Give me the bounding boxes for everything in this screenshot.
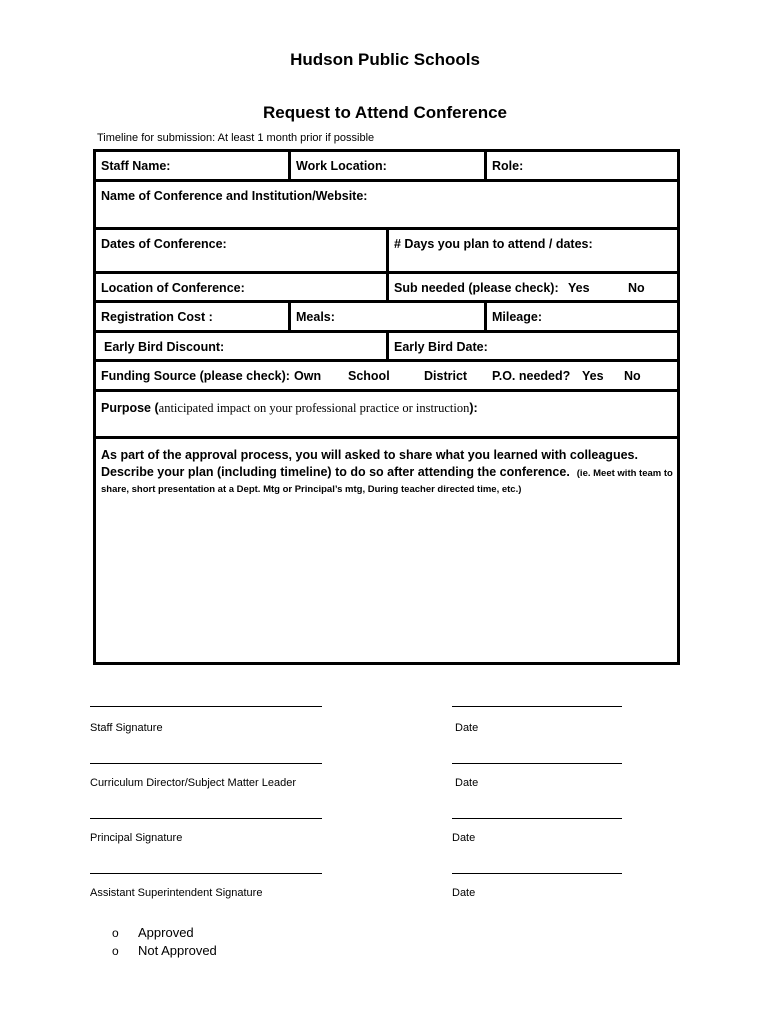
sharing-plan-line2-text: Describe your plan (including timeline) to do so after attending the conference. xyxy=(101,465,570,479)
role-label: Role: xyxy=(492,159,524,173)
staff-signature-label: Staff Signature xyxy=(90,722,163,734)
early-bird-date-field[interactable] xyxy=(389,333,677,359)
approved-bullet-icon[interactable]: o xyxy=(112,926,119,940)
po-no-option[interactable]: No xyxy=(624,369,641,383)
not-approved-bullet-icon[interactable]: o xyxy=(112,944,119,958)
meals-label: Meals: xyxy=(296,310,335,324)
funding-own-option[interactable]: Own xyxy=(294,369,322,383)
po-yes-option[interactable]: Yes xyxy=(582,369,604,383)
submission-timeline: Timeline for submission: At least 1 month prior if possible xyxy=(97,132,375,144)
work-location-label: Work Location: xyxy=(296,159,387,173)
purpose-label-close: ): xyxy=(469,401,478,415)
sharing-plan-line1: As part of the approval process, you will asked to share what you learned with colleagues. xyxy=(101,448,638,462)
registration-cost-label: Registration Cost : xyxy=(101,310,213,324)
staff-date-line[interactable] xyxy=(452,706,622,707)
superintendent-date-line[interactable] xyxy=(452,873,622,874)
request-form xyxy=(93,149,680,665)
sharing-plan-note-b: share, short presentation at a Dept. Mtg or Principal’s mtg, During teacher directed time, etc.) xyxy=(101,484,522,495)
funding-district-option[interactable]: District xyxy=(424,369,468,383)
principal-date-label: Date xyxy=(452,832,476,844)
meals-field[interactable] xyxy=(291,303,484,330)
days-attend-label: # Days you plan to attend / dates: xyxy=(394,237,593,251)
sub-needed-label: Sub needed (please check): xyxy=(394,281,559,295)
curriculum-signature-line[interactable] xyxy=(90,763,322,764)
conference-name-label: Name of Conference and Institution/Website: xyxy=(101,189,368,203)
form-title: Request to Attend Conference xyxy=(262,103,507,122)
mileage-label: Mileage: xyxy=(492,310,543,324)
funding-school-option[interactable]: School xyxy=(348,369,390,383)
role-field[interactable] xyxy=(487,152,677,179)
conference-dates-label: Dates of Conference: xyxy=(101,237,227,251)
funding-source-label: Funding Source (please check): xyxy=(101,369,290,383)
staff-date-label: Date xyxy=(455,722,479,734)
early-bird-discount-label: Early Bird Discount: xyxy=(104,340,225,354)
school-name: Hudson Public Schools xyxy=(290,50,480,69)
curriculum-date-line[interactable] xyxy=(452,763,622,764)
principal-signature-label: Principal Signature xyxy=(90,832,183,844)
principal-date-line[interactable] xyxy=(452,818,622,819)
days-attend-field[interactable] xyxy=(389,230,677,271)
purpose-label-text: Purpose ( xyxy=(101,401,159,415)
staff-name-label: Staff Name: xyxy=(101,159,171,173)
curriculum-date-label: Date xyxy=(455,777,479,789)
funding-source-cell xyxy=(96,362,677,389)
superintendent-signature-line[interactable] xyxy=(90,873,322,874)
sharing-plan-note-a: (ie. Meet with team to xyxy=(576,468,673,479)
conference-dates-field[interactable] xyxy=(96,230,386,271)
early-bird-discount-field[interactable] xyxy=(96,333,386,359)
po-needed-label: P.O. needed? xyxy=(492,369,571,383)
sub-needed-cell xyxy=(389,274,677,300)
purpose-note: anticipated impact on your professional practice or instruction xyxy=(158,401,470,415)
purpose-field[interactable] xyxy=(96,392,677,436)
sharing-plan-field[interactable] xyxy=(96,439,677,662)
curriculum-signature-label: Curriculum Director/Subject Matter Leader xyxy=(90,777,297,789)
approved-option[interactable]: Approved xyxy=(138,925,194,940)
staff-signature-line[interactable] xyxy=(90,706,322,707)
not-approved-option[interactable]: Not Approved xyxy=(138,943,217,958)
purpose-label xyxy=(101,401,478,416)
sub-no-option[interactable]: No xyxy=(628,281,645,295)
conference-name-field[interactable] xyxy=(96,182,677,227)
work-location-field[interactable] xyxy=(291,152,484,179)
conference-location-label: Location of Conference: xyxy=(101,281,245,295)
superintendent-date-label: Date xyxy=(452,887,476,899)
superintendent-signature-label: Assistant Superintendent Signature xyxy=(90,887,263,899)
staff-name-field[interactable] xyxy=(96,152,288,179)
sub-yes-option[interactable]: Yes xyxy=(568,281,590,295)
early-bird-date-label: Early Bird Date: xyxy=(394,340,488,354)
registration-cost-field[interactable] xyxy=(96,303,288,330)
conference-location-field[interactable] xyxy=(96,274,386,300)
sharing-plan-line2 xyxy=(101,465,673,479)
principal-signature-line[interactable] xyxy=(90,818,322,819)
mileage-field[interactable] xyxy=(487,303,677,330)
